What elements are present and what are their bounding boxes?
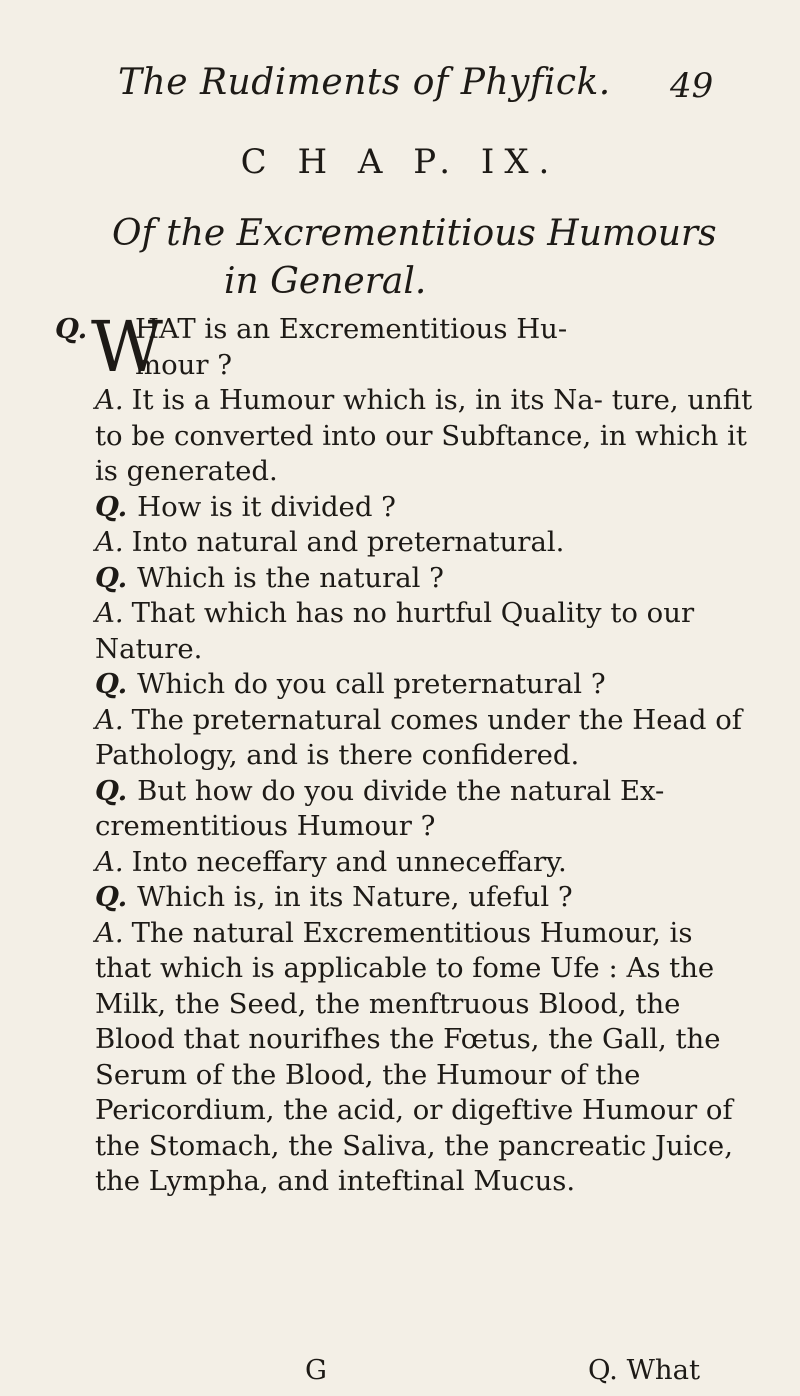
chapter-title-line1: Of the Excrementitious Humours bbox=[112, 213, 717, 254]
question-marker: Q. bbox=[95, 490, 128, 523]
catchword: Q. What bbox=[588, 1354, 701, 1386]
question-4 bbox=[55, 667, 755, 703]
answer-marker: A. bbox=[95, 916, 124, 949]
answer-marker: A. bbox=[95, 384, 124, 416]
answer-marker: A. bbox=[95, 526, 124, 558]
page-footer bbox=[0, 1354, 800, 1394]
answer-5-text: Into neceffary and unneceffary. bbox=[131, 845, 567, 878]
question-6-text: Which is, in its Nature, ufeful ? bbox=[137, 881, 573, 913]
answer-5 bbox=[55, 845, 755, 881]
answer-2 bbox=[55, 525, 755, 561]
answer-6-text: The natural Excrementitious Humour, is that which is applicable to fome Ufe : As the Milk, the Seed, the menftruous Blood, the Blood that nourifhes the Fœtus, the Gall, the Serum of the Blood, the Humour of the Pericordium, the acid, or digeftive Humour of the Stomach, the Saliva, the pancreatic Juice, the Lympha, and inteftinal Mucus. bbox=[95, 916, 733, 1197]
chapter-label: C H A P. IX. bbox=[240, 142, 560, 182]
dropcap-letter: W bbox=[91, 306, 163, 388]
answer-marker: A. bbox=[95, 597, 124, 629]
answer-marker: A. bbox=[95, 703, 124, 736]
chapter-title-line2: in General. bbox=[224, 261, 427, 302]
answer-1 bbox=[55, 383, 755, 490]
question-3-text: Which is the natural ? bbox=[137, 561, 444, 594]
question-5-text: But how do you divide the natural Ex- crementitious Humour ? bbox=[95, 774, 665, 842]
answer-4-text: The preternatural comes under the Head of Pathology, and is there confidered. bbox=[95, 703, 742, 771]
answer-1-text: It is a Humour which is, in its Na- ture, unfit to be converted into our Subftance, in which it is generated. bbox=[95, 384, 753, 487]
answer-marker: A. bbox=[95, 845, 124, 878]
answer-6 bbox=[55, 916, 755, 1200]
page-number: 49 bbox=[670, 66, 714, 106]
question-1-line2: mour ? bbox=[135, 348, 232, 381]
answer-4 bbox=[55, 703, 755, 774]
body-text bbox=[55, 306, 755, 1200]
question-marker: Q. bbox=[95, 668, 128, 700]
question-marker: Q. bbox=[95, 774, 128, 807]
question-marker: Q. bbox=[95, 561, 128, 594]
answer-2-text: Into natural and preternatural. bbox=[131, 526, 565, 558]
question-marker: Q. bbox=[55, 313, 88, 345]
question-2-text: How is it divided ? bbox=[137, 490, 396, 523]
question-5 bbox=[55, 774, 755, 845]
question-1 bbox=[55, 306, 755, 388]
question-marker: Q. bbox=[95, 881, 128, 913]
answer-3-text: That which has no hurtful Quality to our Nature. bbox=[95, 597, 695, 665]
question-1-line1: HAT is an Excrementitious Hu- bbox=[135, 313, 568, 345]
answer-3 bbox=[55, 596, 755, 667]
signature-mark: G bbox=[305, 1354, 327, 1386]
question-4-text: Which do you call preternatural ? bbox=[137, 668, 606, 700]
question-3 bbox=[55, 561, 755, 597]
question-2 bbox=[55, 490, 755, 526]
chapter-title bbox=[112, 210, 732, 306]
running-title: The Rudiments of Phyfick. bbox=[118, 62, 611, 103]
question-6 bbox=[55, 880, 755, 916]
